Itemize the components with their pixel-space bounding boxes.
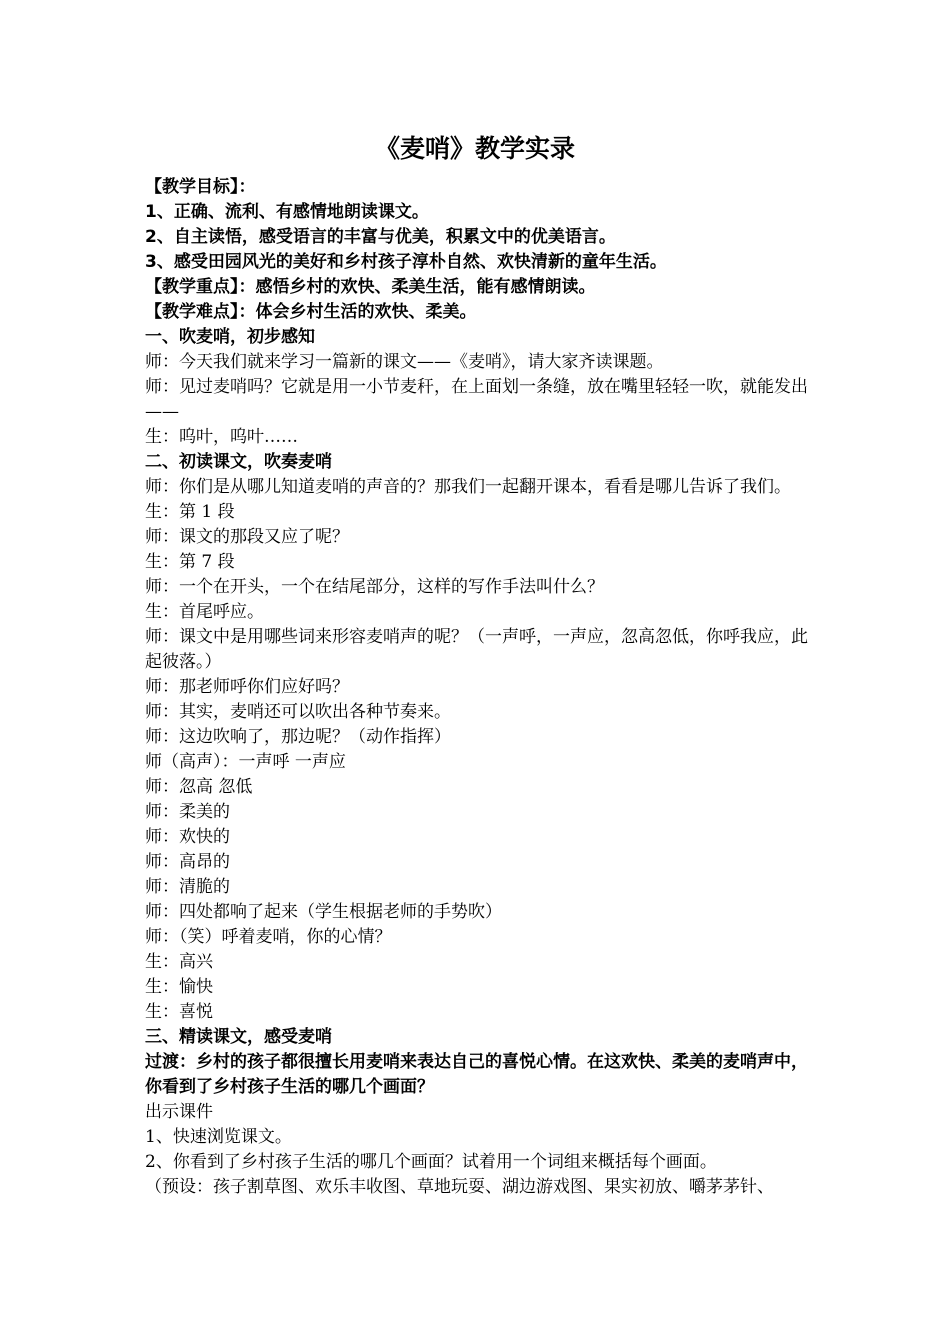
text-line: 师：（笑）呼着麦哨，你的心情？ <box>145 927 392 947</box>
heading-line: 【教学难点】：体会乡村生活的欢快、柔美。 <box>145 302 477 322</box>
text-line: （预设：孩子割草图、欢乐丰收图、草地玩耍、湖边游戏图、果实初放、嚼茅茅针、 <box>145 1177 774 1197</box>
heading-line: 一、吹麦哨，初步感知 <box>145 327 315 347</box>
heading-line: 1、正确、流利、有感情地朗读课文。 <box>145 202 429 222</box>
heading-line: 【教学重点】：感悟乡村的欢快、柔美生活，能有感情朗读。 <box>145 277 596 297</box>
document-body <box>145 175 813 1200</box>
text-line: 师：一个在开头，一个在结尾部分，这样的写作手法叫什么？ <box>145 577 604 597</box>
heading-line: 三、精读课文，感受麦哨 <box>145 1027 332 1047</box>
text-line: 师：课文的那段又应了呢？ <box>145 527 349 547</box>
document-title: 《麦哨》教学实录 <box>374 134 575 163</box>
heading-line: 过渡：乡村的孩子都很擅长用麦哨来表达自己的喜悦心情。在这欢快、柔美的麦哨声中，你看到了乡村孩子生活的哪几个画面？ <box>145 1052 808 1097</box>
text-line: 师：忽高 忽低 <box>145 777 253 797</box>
text-line: 生：高兴 <box>145 952 213 972</box>
text-line: 师：今天我们就来学习一篇新的课文——《麦哨》，请大家齐读课题。 <box>145 352 664 372</box>
text-line: 出示课件 <box>145 1102 213 1122</box>
text-line: 师：高昂的 <box>145 852 230 872</box>
text-line: 生：首尾呼应。 <box>145 602 264 622</box>
text-line: 师：欢快的 <box>145 827 230 847</box>
text-line: 2、你看到了乡村孩子生活的哪几个画面？试着用一个词组来概括每个画面。 <box>145 1152 717 1172</box>
heading-line: 3、感受田园风光的美好和乡村孩子淳朴自然、欢快清新的童年生活。 <box>145 252 667 272</box>
text-line: 师：四处都响了起来（学生根据老师的手势吹） <box>145 902 502 922</box>
heading-line: 二、初读课文，吹奏麦哨 <box>145 452 332 472</box>
text-line: 师：课文中是用哪些词来形容麦哨声的呢？（一声呼，一声应，忽高忽低，你呼我应，此起彼落。） <box>145 627 808 672</box>
text-line: 生：呜叶，呜叶…… <box>145 427 298 447</box>
text-line: 师：那老师呼你们应好吗？ <box>145 677 349 697</box>
heading-line: 2、自主读悟，感受语言的丰富与优美，积累文中的优美语言。 <box>145 227 616 247</box>
heading-line: 【教学目标】： <box>145 177 256 197</box>
text-line: 师：其实，麦哨还可以吹出各种节奏来。 <box>145 702 451 722</box>
text-line: 师：见过麦哨吗？它就是用一小节麦秆，在上面划一条缝，放在嘴里轻轻一吹，就能发出—— <box>145 377 808 422</box>
text-line: 生：喜悦 <box>145 1002 213 1022</box>
text-line: 生：愉快 <box>145 977 213 997</box>
text-line: 师：清脆的 <box>145 877 230 897</box>
text-line: 师：这边吹响了，那边呢？（动作指挥） <box>145 727 451 747</box>
text-line: 师：你们是从哪儿知道麦哨的声音的？那我们一起翻开课本，看看是哪儿告诉了我们。 <box>145 477 791 497</box>
text-line: 生：第 1 段 <box>145 502 235 522</box>
text-line: 师：柔美的 <box>145 802 230 822</box>
text-line: 师（高声）：一声呼 一声应 <box>145 752 346 772</box>
text-line: 1、快速浏览课文。 <box>145 1127 292 1147</box>
text-line: 生：第 7 段 <box>145 552 235 572</box>
